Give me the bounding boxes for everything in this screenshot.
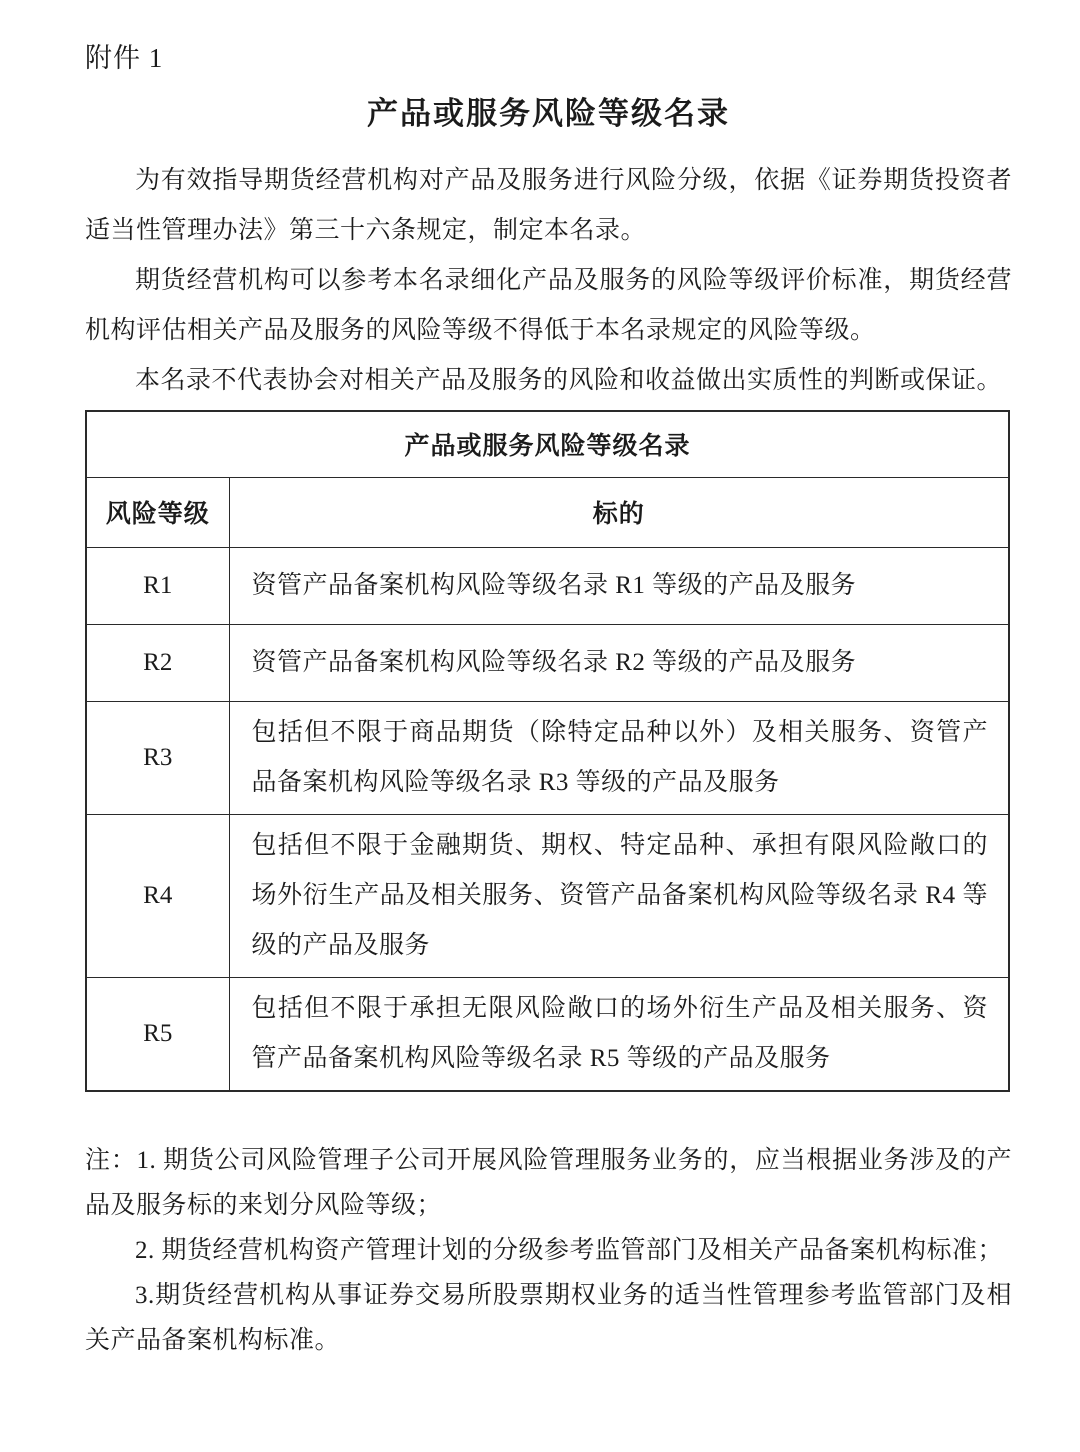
paragraph: 为有效指导期货经营机构对产品及服务进行风险分级，依据《证券期货投资者适当性管理办法》第三十六条规定，制定本名录。 <box>85 167 1012 244</box>
table-row <box>86 814 1009 977</box>
target-cell: 资管产品备案机构风险等级名录 R1 等级的产品及服务 <box>229 547 1009 624</box>
target-cell: 包括但不限于金融期货、期权、特定品种、承担有限风险敞口的场外衍生产品及相关服务、资管产品备案机构风险等级名录 R4 等级的产品及服务 <box>229 814 1009 977</box>
table-row <box>86 977 1009 1091</box>
risk-level-cell: R4 <box>86 814 229 977</box>
page-title: 产品或服务风险等级名录 <box>367 96 730 131</box>
risk-level-table <box>85 410 1010 1092</box>
target-cell: 包括但不限于商品期货（除特定品种以外）及相关服务、资管产品备案机构风险等级名录 R3 等级的产品及服务 <box>229 701 1009 814</box>
note-1: 注：1. 期货公司风险管理子公司开展风险管理服务业务的，应当根据业务涉及的产品及服务标的来划分风险等级； <box>85 1146 1012 1219</box>
paragraph: 期货经营机构可以参考本名录细化产品及服务的风险等级评价标准，期货经营机构评估相关产品及服务的风险等级不得低于本名录规定的风险等级。 <box>85 267 1012 344</box>
table-row <box>86 624 1009 701</box>
target-cell: 资管产品备案机构风险等级名录 R2 等级的产品及服务 <box>229 624 1009 701</box>
table-header-row <box>86 477 1009 547</box>
column-header-target: 标的 <box>229 477 1009 547</box>
risk-level-cell: R1 <box>86 547 229 624</box>
table-row <box>86 547 1009 624</box>
column-header-risk-level: 风险等级 <box>86 477 229 547</box>
table-title: 产品或服务风险等级名录 <box>86 411 1009 477</box>
attachment-label: 附件 1 <box>85 43 164 73</box>
note-2: 2. 期货经营机构资产管理计划的分级参考监管部门及相关产品备案机构标准； <box>135 1236 1004 1264</box>
table-row <box>86 701 1009 814</box>
note-3: 3.期货经营机构从事证券交易所股票期权业务的适当性管理参考监管部门及相关产品备案机构标准。 <box>85 1281 1012 1354</box>
target-cell: 包括但不限于承担无限风险敞口的场外衍生产品及相关服务、资管产品备案机构风险等级名录 R5 等级的产品及服务 <box>229 977 1009 1091</box>
risk-level-cell: R5 <box>86 977 229 1091</box>
risk-level-cell: R3 <box>86 701 229 814</box>
risk-level-cell: R2 <box>86 624 229 701</box>
footnotes <box>85 1138 1012 1363</box>
table-title-row <box>86 411 1009 477</box>
paragraph: 本名录不代表协会对相关产品及服务的风险和收益做出实质性的判断或保证。 <box>135 367 1003 394</box>
intro-paragraphs <box>85 156 1012 406</box>
